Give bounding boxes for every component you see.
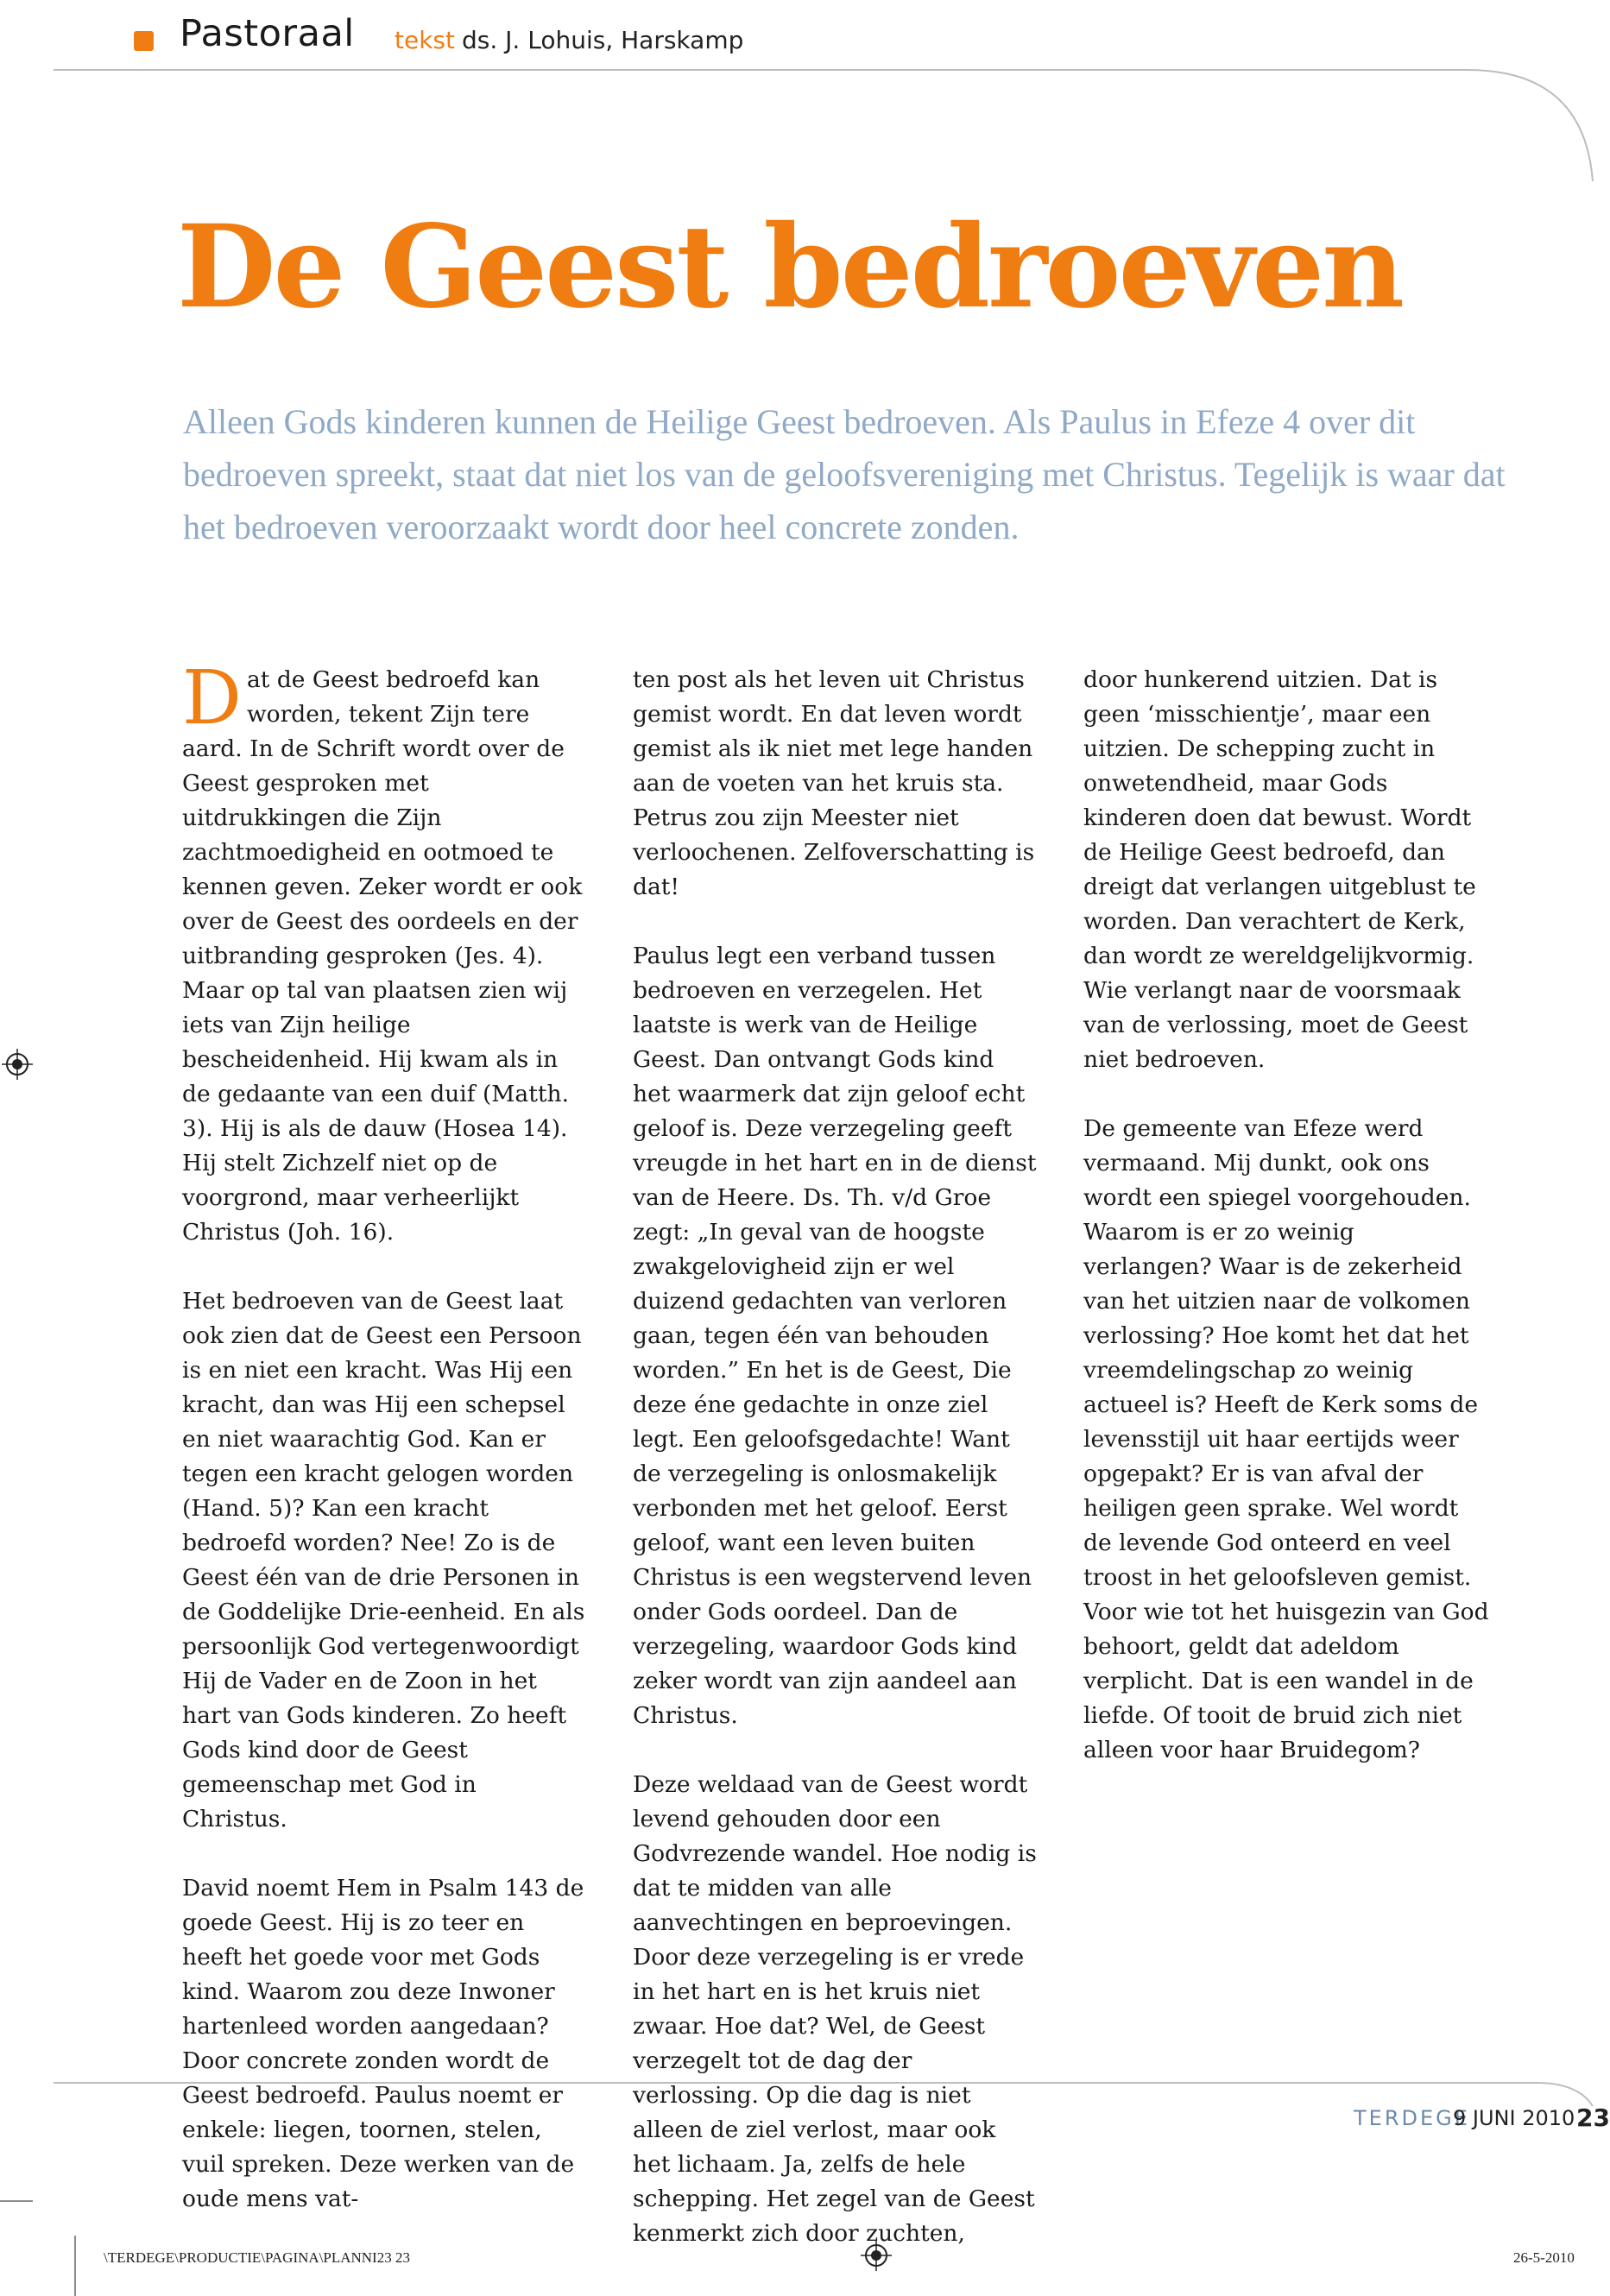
paragraph: David noemt Hem in Psalm 143 de goede Geest. Hij is zo teer en heeft het goede voor met Gods kind. Waarom zou deze Inwoner hartenleed worden aangedaan? Door concrete zonden wordt de Geest bedroefd. Paulus noemt er enkele: liegen, toornen, stelen, vuil spreken. Deze werken van de oude mens vat-: [182, 1875, 584, 2212]
paragraph: Het bedroeven van de Geest laat ook zien dat de Geest een Persoon is en niet een kracht. Was Hij een kracht, dan was Hij een schepsel en niet waarachtig God. Kan er tegen een kracht gelogen worden (Hand. 5)? Kan een kracht bedroefd worden? Nee! Zo is de Geest één van de drie Personen in de Goddelijke Drie-eenheid. En als persoonlijk God vertegenwoordigt Hij de Vader en de Zoon in het hart van Gods kinderen. Zo heeft Gods kind door de Geest gemeenschap met God in Christus.: [182, 1288, 585, 1832]
paragraph: Deze weldaad van de Geest wordt levend gehouden door een Godvrezende wandel. Hoe nodig is dat te midden van alle aanvechtingen en beproevingen. Door deze verzegeling is er vrede in het hart en is het kruis niet zwaar. Hoe dat? Wel, de Geest verzegelt tot de dag der verlossing. Op die dag is niet alleen de ziel verlost, maar ook het lichaam. Ja, zelfs de hele schepping. Het zegel van de Geest kenmerkt zich door zuchten,: [633, 1771, 1037, 2247]
byline-label: tekst: [395, 26, 455, 54]
top-frame-line: [54, 70, 1593, 181]
text-column-2: [633, 663, 1039, 2286]
article-lead: Alleen Gods kinderen kunnen de Heilige Geest bedroeven. Als Paulus in Efeze 4 over dit bedroeven spreekt, staat dat niet los van de geloofsvereniging met Christus. Tegelijk is waar dat het bedroeven veroorzaakt wordt door heel concrete zonden.: [183, 402, 1506, 546]
section-title: Pastoraal: [180, 12, 355, 55]
article-title: De Geest bedroeven: [177, 200, 1403, 334]
paragraph: door hunkerend uitzien. Dat is geen ‘misschientje’, maar een uitzien. De schepping zucht in onwetendheid, maar Gods kinderen doen dat bewust. Wordt de Heilige Geest bedroefd, dan dreigt dat verlangen uitgeblust te worden. Dan verachtert de Kerk, dan wordt ze wereldgelijkvormig. Wie verlangt naar de voorsmaak van de verlossing, moet de Geest niet bedroeven.: [1083, 666, 1476, 1073]
section-marker-icon: [134, 31, 154, 51]
byline: [395, 26, 743, 54]
print-slug-date: 26-5-2010: [1513, 2249, 1575, 2266]
paragraph: Paulus legt een verband tussen bedroeven en verzegelen. Het laatste is werk van de Heilige Geest. Dan ontvangt Gods kind het waarmerk dat zijn geloof echt geloof is. Deze verzegeling geeft vreugde in het hart en in de dienst van de Heere. Ds. Th. v/d Groe zegt: „In geval van de hoogste zwakgelovigheid zijn er wel duizend gedachten van verloren gaan, tegen één van behouden worden.” En het is de Geest, Die deze éne gedachte in onze ziel legt. Een geloofsgedachte! Want de verzegeling is onlosmakelijk verbonden met het geloof. Eerst geloof, want een leven buiten Christus is een wegstervend leven onder Gods oordeel. Dan de verzegeling, waardoor Gods kind zeker wordt van zijn aandeel aan Christus.: [633, 943, 1037, 1729]
byline-author: ds. J. Lohuis, Harskamp: [462, 26, 744, 54]
paragraph: [182, 655, 588, 1250]
print-slug-path: \TERDEGE\PRODUCTIE\PAGINA\PLANNI23 23: [104, 2249, 410, 2266]
paragraph-text: at de Geest bedroefd kan worden, tekent Zijn tere aard. In de Schrift wordt over de Geest gesproken met uitdrukkingen die Zijn zachtmoedigheid en ootmoed te kennen geven. Zeker wordt er ook over de Geest des oordeels en der uitbranding gesproken (Jes. 4). Maar op tal van plaatsen zien wij iets van Zijn heilige bescheidenheid. Hij kwam als in de gedaante van een duif (Matth. 3). Hij is als de dauw (Hosea 14). Hij stelt Zichzelf niet op de voorgrond, maar verheerlijkt Christus (Joh. 16).: [182, 666, 583, 1246]
page-number: 23: [1576, 2104, 1610, 2132]
footer-date: 9 JUNI 2010: [1453, 2106, 1575, 2130]
registration-mark-icon: [0, 1047, 35, 1082]
footer-magazine: TERDEGE: [1354, 2106, 1470, 2130]
text-column-3: [1083, 663, 1489, 1802]
registration-mark-icon: [859, 2238, 893, 2273]
text-column-1: [182, 655, 588, 2251]
paragraph: ten post als het leven uit Christus gemist wordt. En dat leven wordt gemist als ik niet met lege handen aan de voeten van het kruis sta. Petrus zou zijn Meester niet verloochenen. Zelfoverschatting is dat!: [633, 666, 1035, 900]
paragraph: De gemeente van Efeze werd vermaand. Mij dunkt, ook ons wordt een spiegel voorgehouden. Waarom is er zo weinig verlangen? Waar is de zekerheid van het uitzien naar de volkomen verlossing? Hoe komt het dat het vreemdelingschap zo weinig actueel is? Heeft de Kerk soms de levensstijl uit haar eertijds weer opgepakt? Er is van afval der heiligen geen sprake. Wel wordt de levende God onteerd en veel troost in het geloofsleven gemist. Voor wie tot het huisgezin van God behoort, geldt dat adeldom verplicht. Dat is een wandel in de liefde. Of tooit de bruid zich niet alleen voor haar Bruidegom?: [1083, 1115, 1489, 1763]
drop-cap: D: [182, 655, 242, 741]
